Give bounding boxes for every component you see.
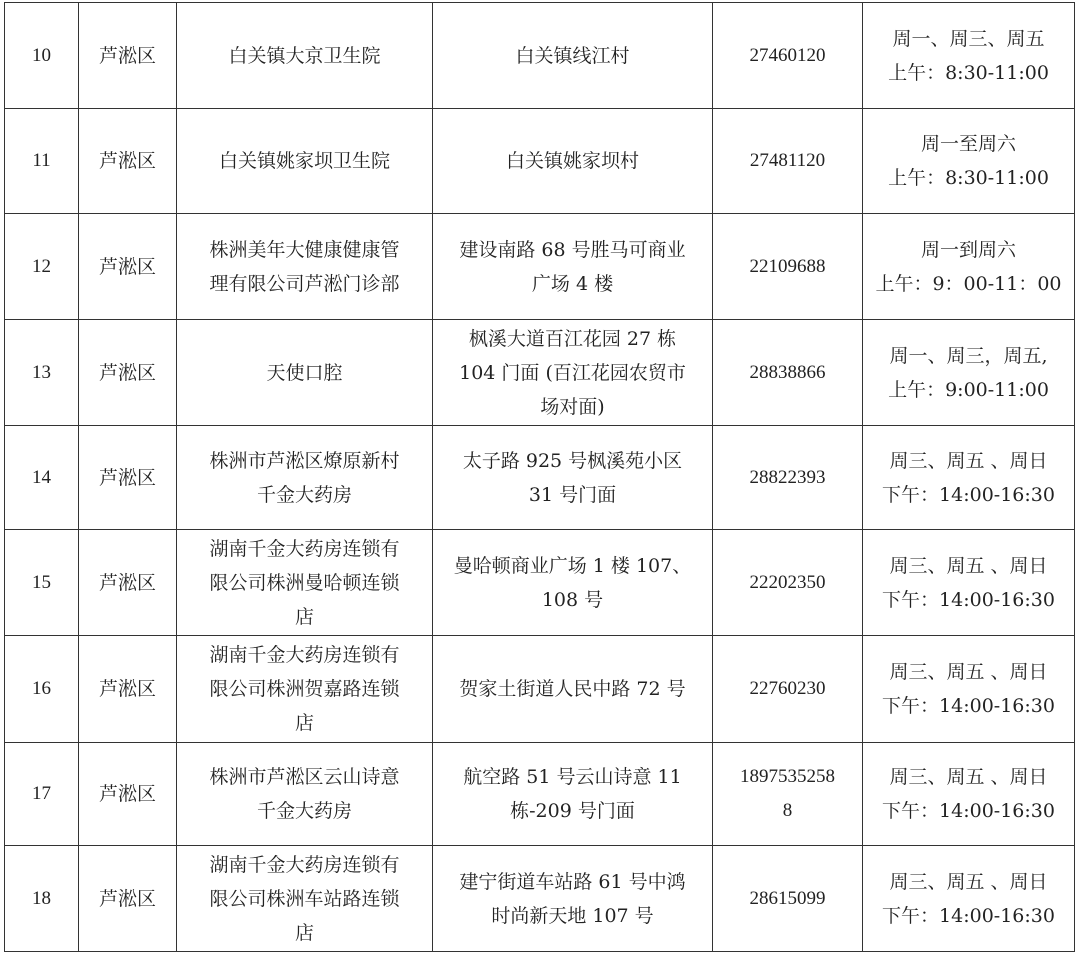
address-cell: 白关镇线江村 <box>433 3 713 109</box>
district-cell: 芦淞区 <box>79 743 177 846</box>
site-name-cell: 白关镇姚家坝卫生院 <box>177 109 433 214</box>
phone-cell: 28615099 <box>713 846 863 952</box>
district-cell: 芦淞区 <box>79 530 177 636</box>
district-cell: 芦淞区 <box>79 3 177 109</box>
address-cell: 贺家土街道人民中路 72 号 <box>433 636 713 743</box>
table-row <box>5 320 1075 426</box>
table-row <box>5 530 1075 636</box>
site-name-cell: 株洲市芦淞区燎原新村 千金大药房 <box>177 426 433 530</box>
hours-cell: 周三、周五 、周日 下午：14:00-16:30 <box>863 743 1075 846</box>
phone-cell: 22760230 <box>713 636 863 743</box>
hours-cell: 周一、周三、周五 上午：8:30-11:00 <box>863 3 1075 109</box>
hours-cell: 周三、周五 、周日 下午：14:00-16:30 <box>863 846 1075 952</box>
table-row <box>5 636 1075 743</box>
phone-cell: 22202350 <box>713 530 863 636</box>
address-cell: 白关镇姚家坝村 <box>433 109 713 214</box>
row-number: 14 <box>5 426 79 530</box>
row-number: 10 <box>5 3 79 109</box>
table-row <box>5 846 1075 952</box>
district-cell: 芦淞区 <box>79 214 177 320</box>
site-name-cell: 湖南千金大药房连锁有 限公司株洲曼哈顿连锁 店 <box>177 530 433 636</box>
table-row <box>5 109 1075 214</box>
hours-cell: 周一至周六 上午：8:30-11:00 <box>863 109 1075 214</box>
district-cell: 芦淞区 <box>79 846 177 952</box>
site-name-cell: 湖南千金大药房连锁有 限公司株洲贺嘉路连锁 店 <box>177 636 433 743</box>
row-number: 16 <box>5 636 79 743</box>
district-cell: 芦淞区 <box>79 109 177 214</box>
address-cell: 航空路 51 号云山诗意 11 栋-209 号门面 <box>433 743 713 846</box>
row-number: 15 <box>5 530 79 636</box>
row-number: 11 <box>5 109 79 214</box>
table-row <box>5 3 1075 109</box>
site-name-cell: 白关镇大京卫生院 <box>177 3 433 109</box>
phone-cell: 22109688 <box>713 214 863 320</box>
site-name-cell: 湖南千金大药房连锁有 限公司株洲车站路连锁 店 <box>177 846 433 952</box>
phone-cell: 28838866 <box>713 320 863 426</box>
table-row <box>5 743 1075 846</box>
table-row <box>5 214 1075 320</box>
hours-cell: 周一到周六 上午：9：00-11：00 <box>863 214 1075 320</box>
row-number: 18 <box>5 846 79 952</box>
address-cell: 建宁街道车站路 61 号中鸿 时尚新天地 107 号 <box>433 846 713 952</box>
hours-cell: 周三、周五 、周日 下午：14:00-16:30 <box>863 426 1075 530</box>
table-row <box>5 426 1075 530</box>
vaccination-sites-table <box>4 2 1075 952</box>
district-cell: 芦淞区 <box>79 320 177 426</box>
row-number: 12 <box>5 214 79 320</box>
row-number: 17 <box>5 743 79 846</box>
site-name-cell: 株洲市芦淞区云山诗意 千金大药房 <box>177 743 433 846</box>
hours-cell: 周一、周三，周五, 上午：9:00-11:00 <box>863 320 1075 426</box>
address-cell: 太子路 925 号枫溪苑小区 31 号门面 <box>433 426 713 530</box>
address-cell: 枫溪大道百江花园 27 栋 104 门面 (百江花园农贸市 场对面) <box>433 320 713 426</box>
district-cell: 芦淞区 <box>79 636 177 743</box>
site-name-cell: 天使口腔 <box>177 320 433 426</box>
site-name-cell: 株洲美年大健康健康管 理有限公司芦淞门诊部 <box>177 214 433 320</box>
phone-cell: 28822393 <box>713 426 863 530</box>
phone-cell: 27460120 <box>713 3 863 109</box>
phone-cell: 27481120 <box>713 109 863 214</box>
phone-cell: 1897535258 8 <box>713 743 863 846</box>
row-number: 13 <box>5 320 79 426</box>
address-cell: 曼哈顿商业广场 1 楼 107、 108 号 <box>433 530 713 636</box>
address-cell: 建设南路 68 号胜马可商业 广场 4 楼 <box>433 214 713 320</box>
district-cell: 芦淞区 <box>79 426 177 530</box>
hours-cell: 周三、周五 、周日 下午：14:00-16:30 <box>863 530 1075 636</box>
hours-cell: 周三、周五 、周日 下午：14:00-16:30 <box>863 636 1075 743</box>
